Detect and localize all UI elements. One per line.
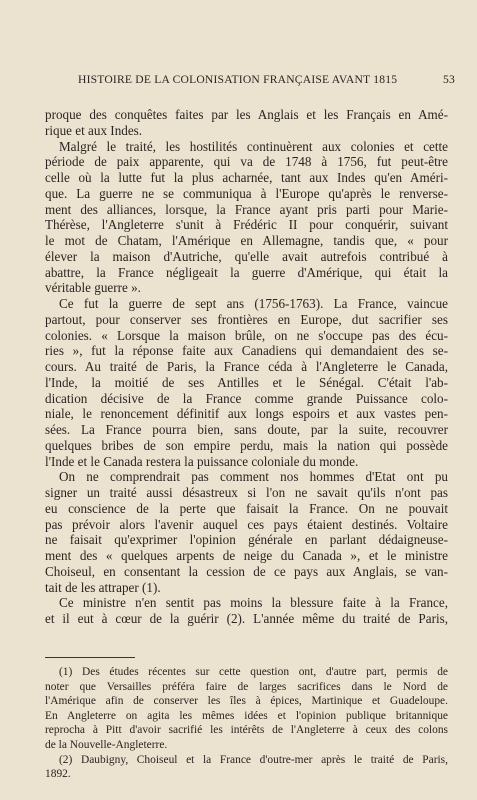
text-line: Choiseul, en consentant la cession de ce pays aux Anglais, se van- <box>45 563 448 579</box>
text-line: Ce fut la guerre de sept ans (1756-1763). La France, vaincue <box>59 296 448 311</box>
running-header <box>78 73 458 89</box>
text-line: élever la maison d'Autriche, qu'elle avait autrefois contribué à <box>45 248 448 264</box>
text-line: que. La guerre ne se communiqua à l'Europe qu'après le renverse- <box>45 185 448 201</box>
footnote-line: En Angleterre on agita les mêmes idées et l'opinion publique britannique <box>45 709 448 722</box>
text-line: le mot de Chatam, l'Amérique en Allemagne, tandis que, « pour <box>45 233 448 248</box>
text-line: eu conscience de la perte que faisait la France. On ne pouvait <box>45 500 448 516</box>
text-line: cours. Au traité de Paris, la France céda à l'Angleterre le Canada, <box>45 359 448 374</box>
text-line: tait de les attraper (1). <box>45 579 161 595</box>
text-line: période de paix apparente, qui va de 1748 à 1756, fut peut-être <box>45 154 448 170</box>
running-title: HISTOIRE DE LA COLONISATION FRANÇAISE AVANT 1815 <box>78 73 398 86</box>
text-line: Malgré le traité, les hostilités continuèrent aux colonies et cette <box>59 138 448 154</box>
text-line: abattre, la France négligeait la guerre d'Amérique, qui était la <box>45 264 448 280</box>
footnote-line: noter que Versailles préféra faire de larges sacrifices dans le Nord de <box>45 680 448 693</box>
text-line: sées. La France pourra bien, sans doute, par la suite, recouvrer <box>45 422 448 437</box>
footnote-line: (2) Daubigny, Choiseul et la France d'outre-mer après le traité de Paris, <box>59 753 448 766</box>
footnote-line: l'Amérique afin de conserver les îles à épices, Martinique et Guadeloupe. <box>45 695 448 708</box>
text-line: ries », fut la réponse faite aux Canadiens qui demandaient des se- <box>45 343 448 359</box>
text-line: l'Inde et le Canada restera la puissance coloniale du monde. <box>45 453 359 469</box>
footnotes <box>45 665 448 782</box>
text-line: niale, le renoncement définitif aux longs espoirs et aux vastes pen- <box>45 406 448 422</box>
text-line: ne faisait qu'exprimer l'opinion générale en parlant dédaigneuse- <box>45 532 448 548</box>
text-line: dication décisive de la France comme grande Puissance colo- <box>45 390 448 406</box>
footnote-line: 1892. <box>45 768 71 781</box>
text-line: colonies. « Lorsque la maison brûle, on ne s'occupe pas des écu- <box>45 327 448 343</box>
text-line: Ce ministre n'en sentit pas moins la blessure faite à la France, <box>59 595 448 611</box>
text-line: ment des « quelques arpents de neige du Canada », et le ministre <box>45 548 448 563</box>
text-line: Thérèse, l'Angleterre s'unit à Frédéric II pour conquérir, suivant <box>45 217 448 233</box>
text-line: et il eut à cœur de la guérir (2). L'année même du traité de Paris, <box>45 611 448 626</box>
text-line: celle où la lutte fut la plus acharnée, tant aux Indes qu'en Améri- <box>45 170 448 185</box>
text-line: pas prévoir alors l'avenir auquel ces pays étaient destinés. Voltaire <box>45 516 448 532</box>
text-line: signer un traité aussi désastreux si l'on ne savait qu'ils n'ont pas <box>45 485 448 500</box>
footnote-divider <box>45 657 135 658</box>
footnote-line: de la Nouvelle-Angleterre. <box>45 738 168 751</box>
text-line: quelques bribes de son empire perdu, mais la nation qui possède <box>45 437 448 453</box>
footnote-line: (1) Des études récentes sur cette question ont, d'autre part, permis de <box>59 666 448 678</box>
text-line: rique et aux Indes. <box>45 122 143 138</box>
text-line: ment des alliances, lorsque, la France ayant pris parti pour Marie- <box>45 201 448 217</box>
page-number: 53 <box>443 73 455 86</box>
text-line: véritable guerre ». <box>45 280 141 296</box>
text-line: l'Inde, la moitié de ses Antilles et le Sénégal. C'était l'ab- <box>45 374 448 390</box>
text-line: proque des conquêtes faites par les Anglais et les Français en Amé- <box>45 107 448 122</box>
footnote-line: reprocha à Pitt d'avoir sacrifié les intérêts de l'Angleterre à ceux des colons <box>45 724 448 737</box>
body-text <box>45 107 448 627</box>
text-line: partout, pour conserver ses frontières en Europe, dut sacrifier ses <box>45 311 448 327</box>
text-line: On ne comprendrait pas comment nos hommes d'Etat ont pu <box>59 469 448 485</box>
